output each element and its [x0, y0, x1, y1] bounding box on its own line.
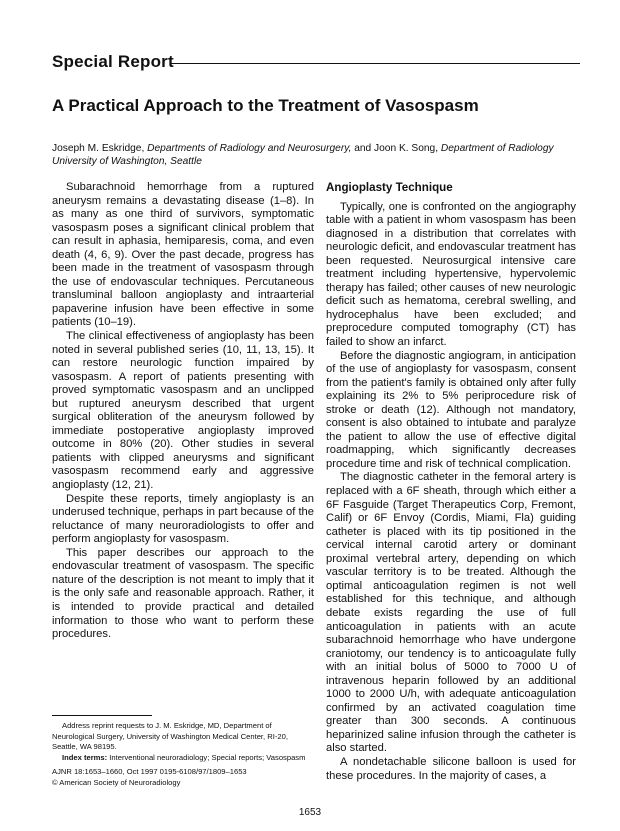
author-song: and Joon K. Song,: [354, 143, 439, 154]
index-terms-value: Interventional neuroradiology; Special reports; Vasospasm: [109, 752, 306, 762]
paragraph: A nondetachable silicone balloon is used for these procedures. In the majority of cases, a: [326, 755, 576, 782]
paragraph: Typically, one is confronted on the angiography table with a patient in whom vasospasm has been diagnosed in a distribution that correlates with neurologic deficit, and endovascular treatment has been requested. Neurosurgical intensive care treatment including hypertensive, hypervolemic therapy has failed; other causes of new neurologic deficit such as hematoma, cerebral swelling, and hydrocephalus have been excluded; and preprocedure computed tomography (CT) has failed to show an infarct.: [326, 200, 577, 349]
reprint-address: Address reprint requests to J. M. Eskridge, MD, Department of Neurological Surgery, University of Washington Medical Center, RI-20, Seattle, WA 98195.: [52, 721, 288, 752]
affiliation-song: Department of Radiology University of Washington, Seattle: [52, 143, 554, 167]
page-number: 1653: [298, 807, 322, 818]
index-terms-label: Index terms:: [62, 752, 108, 762]
paragraph: This paper describes our approach to the endovascular treatment of vasospasm. The specific nature of the description is not meant to imply that it is the only safe and reasonable approach. Rather, it is intended to provide practical and detailed information to those who want to perform these procedures.: [52, 546, 314, 641]
author-line: [52, 142, 572, 168]
index-terms: [52, 753, 312, 764]
section-heading: Angioplasty Technique: [326, 181, 453, 194]
footnote-rule: [52, 715, 152, 716]
paragraph: Before the diagnostic angiogram, in anticipation of the use of angioplasty for vasospasm, consent from the patient's family is obtained only after fully explaining its 2% to 5% periprocedure risk of stroke or death (12). Although not mandatory, consent is also obtained to intubate and paralyze the patient to allow the use of effective digital roadmapping, which significantly decreases procedure time and risk of technical complication.: [326, 349, 576, 470]
copyright: © American Society of Neuroradiology: [52, 777, 181, 787]
paragraph: Subarachnoid hemorrhage from a ruptured aneurysm remains a devastating disease (1–8). In as many as one third of survivors, symptomatic vasospasm poses a significant clinical problem that can result in aphasia, hemiparesis, coma, and even death (4, 6, 9). Over the past decade, progress has been made in the treatment of vasospasm through the use of endovascular techniques. Percutaneous transluminal balloon angioplasty and intraarterial papaverine infusion have been effective in some patients (10–19).: [52, 181, 314, 329]
article-title: A Practical Approach to the Treatment of Vasospasm: [52, 96, 479, 115]
author-eskridge: Joseph M. Eskridge,: [52, 143, 145, 154]
citation: AJNR 18:1653–1660, Oct 1997 0195-6108/97/1809–1653: [52, 767, 247, 777]
section-title: Special Report: [52, 52, 174, 71]
paragraph: The diagnostic catheter in the femoral artery is replaced with a 6F sheath, through which either a 6F Fasguide (Target Therapeutics Corp, Fremont, Calif) or 6F Envoy (Cordis, Miami, Fla) guiding catheter is placed with its tip positioned in the cervical internal carotid artery or dominant proximal vertebral artery, depending on which vascular territory is to be treated. Although the optimal anticoagulation regimen is not well established for this technique, and although debate exists regarding the use of full anticoagulation in patients with an acute subarachnoid hemorrhage who have undergone craniotomy, our tendency is to anticoagulate fully with an initial bolus of 5000 to 7000 U of intravenous heparin followed by an additional 1000 to 2000 U/h, with adequate anticoagulation confirmed by an activated coagulation time greater than 300 seconds. A continuous heparinized saline infusion through the catheter is also started.: [326, 471, 576, 755]
paragraph: The clinical effectiveness of angioplasty has been noted in several published series (10, 11, 13, 15). It can restore neurologic function impaired by vasospasm. A report of patients presenting with proved symptomatic vasospasm and an unclipped but ruptured aneurysm described that urgent surgical obliteration of the aneurysm followed by immediate postoperative angioplasty improved outcome in 80% (20). Other studies in several patients with clipped aneurysms and significant vasospasm recommend early and aggressive angioplasty (12, 21).: [52, 330, 314, 492]
left-column: [52, 181, 314, 642]
header-rule: [170, 63, 580, 64]
affiliation-eskridge: Departments of Radiology and Neurosurgery,: [147, 143, 352, 154]
footnote: [52, 721, 312, 789]
right-column: [326, 181, 576, 783]
section-header: [52, 52, 580, 74]
paragraph: Despite these reports, timely angioplasty is an underused technique, perhaps in part because of the reluctance of many neuroradiologists to offer and perform angioplasty for vasospasm.: [52, 492, 314, 546]
